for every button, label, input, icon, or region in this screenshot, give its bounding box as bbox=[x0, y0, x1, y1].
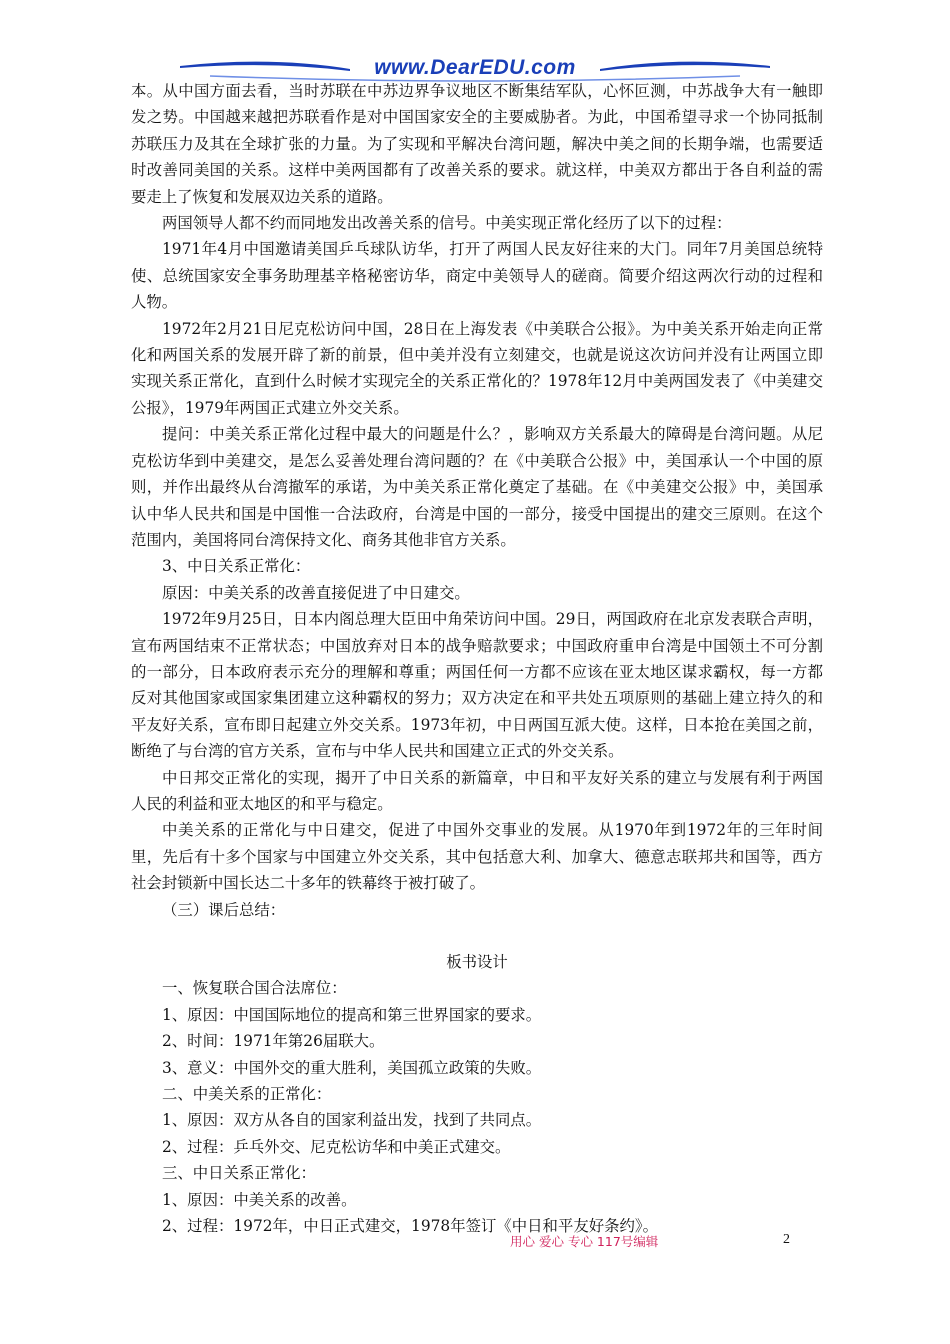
paragraph: 原因：中美关系的改善直接促进了中日建交。 bbox=[162, 583, 470, 602]
paragraph: 本。从中国方面去看，当时苏联在中苏边界争议地区不断集结军队，心怀叵测，中苏战争大有一触即发之势。中国越来越把苏联看作是对中国国家安全的主要威胁者。为此，中国希望寻求一个协同抵制苏联压力及其在全球扩张的力量。为了实现和平解决台湾问题，解决中美之间的长期争端，也需要适时改善同美国的关系。这样中美两国都有了改善关系的要求。就这样，中美双方都出于各自利益的需要走上了恢复和发展双边关系的道路。 bbox=[131, 82, 823, 206]
board-design-title: 板书设计 bbox=[446, 953, 508, 971]
board-line: 1、原因：中美关系的改善。 bbox=[162, 1190, 357, 1209]
paragraph: 中美关系的正常化与中日建交，促进了中国外交事业的发展。从1970年到1972年的三年时间里，先后有十多个国家与中国建立外交关系，其中包括意大利、加拿大、德意志联邦共和国等，西方社会封锁新中国长达二十多年的铁幕终于被打破了。 bbox=[131, 821, 823, 893]
paragraph: 1971年4月中国邀请美国乒乓球队访华，打开了两国人民友好往来的大门。同年7月美国总统特使、总统国家安全事务助理基辛格秘密访华，商定中美领导人的磋商。简要介绍这两次行动的过程和人物。 bbox=[131, 240, 823, 312]
board-line: 1、原因：双方从各自的国家利益出发，找到了共同点。 bbox=[162, 1111, 542, 1130]
board-line: 2、过程：1972年，中日正式建交，1978年签订《中日和平友好条约》。 bbox=[162, 1217, 658, 1236]
page-number: 2 bbox=[783, 1232, 790, 1247]
board-line: 2、时间：1971年第26届联大。 bbox=[162, 1032, 385, 1051]
site-logo-text: www.DearEDU.com bbox=[374, 56, 576, 79]
section-heading: （三）课后总结： bbox=[162, 900, 286, 919]
footer-slogan: 用心 爱心 专心 117号编辑 bbox=[510, 1234, 659, 1249]
board-line: 1、原因：中国国际地位的提高和第三世界国家的要求。 bbox=[162, 1005, 542, 1024]
board-line: 三、中日关系正常化： bbox=[162, 1164, 316, 1183]
document-body bbox=[131, 78, 823, 1239]
section-heading: 3、中日关系正常化： bbox=[162, 557, 311, 576]
paragraph: 1972年2月21日尼克松访问中国，28日在上海发表《中美联合公报》。为中美关系开始走向正常化和两国关系的发展开辟了新的前景，但中美并没有立刻建交，也就是说这次访问并没有让两国立即实现关系正常化，直到什么时候才实现完全的关系正常化的？1978年12月中美两国发表了《中美建交公报》，1979年两国正式建立外交关系。 bbox=[131, 319, 823, 417]
board-line: 3、意义：中国外交的重大胜利，美国孤立政策的失败。 bbox=[162, 1058, 542, 1077]
paragraph: 提问：中美关系正常化过程中最大的问题是什么？，影响双方关系最大的障碍是台湾问题。从尼克松访华到中美建交，是怎么妥善处理台湾问题的？在《中美联合公报》中，美国承认一个中国的原则，并作出最终从台湾撤军的承诺，为中美关系正常化奠定了基础。在《中美建交公报》中，美国承认中华人民共和国是中国惟一合法政府，台湾是中国的一部分，接受中国提出的建交三原则。在这个范围内，美国将同台湾保持文化、商务其他非官方关系。 bbox=[131, 425, 823, 549]
board-line: 二、中美关系的正常化： bbox=[162, 1085, 332, 1104]
board-line: 一、恢复联合国合法席位： bbox=[162, 979, 347, 998]
paragraph: 中日邦交正常化的实现，揭开了中日关系的新篇章，中日和平友好关系的建立与发展有利于两国人民的利益和亚太地区的和平与稳定。 bbox=[131, 768, 823, 813]
paragraph: 1972年9月25日，日本内阁总理大臣田中角荣访问中国。29日，两国政府在北京发表联合声明，宣布两国结束不正常状态；中国放弃对日本的战争赔款要求；中国政府重申台湾是中国领土不可分割的一部分，日本政府表示充分的理解和尊重；两国任何一方都不应该在亚太地区谋求霸权，每一方都反对其他国家或国家集团建立这种霸权的努力；双方决定在和平共处五项原则的基础上建立持久的和平友好关系，宣布即日起建立外交关系。1973年初，中日两国互派大使。这样，日本抢在美国之前，断绝了与台湾的官方关系，宣布与中华人民共和国建立正式的外交关系。 bbox=[131, 610, 823, 761]
board-line: 2、过程：乒乓外交、尼克松访华和中美正式建交。 bbox=[162, 1137, 511, 1156]
paragraph: 两国领导人都不约而同地发出改善关系的信号。中美实现正常化经历了以下的过程： bbox=[162, 214, 732, 233]
